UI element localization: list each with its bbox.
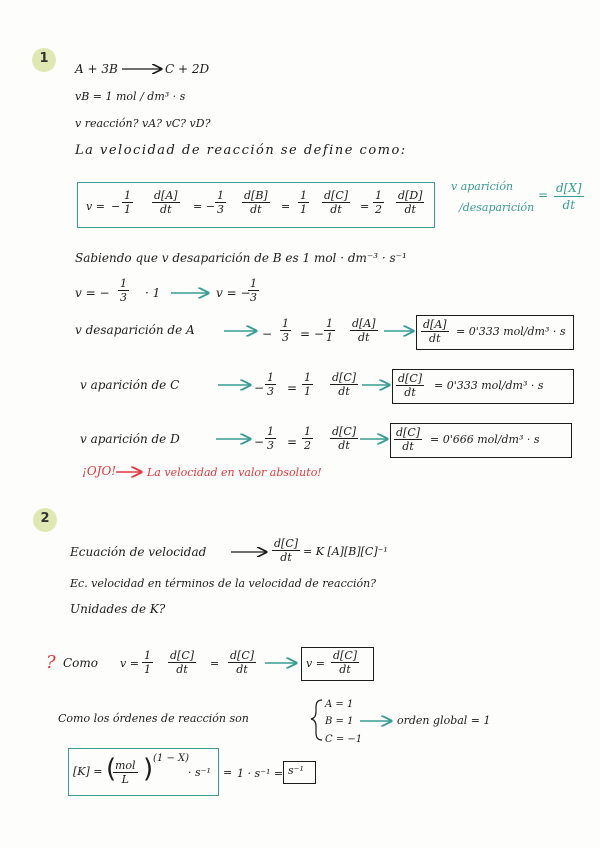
units-exponent: (1 − X) <box>153 753 190 764</box>
row-c-frac-3 <box>330 371 358 398</box>
side-note-bottom: /desaparición <box>459 201 535 214</box>
rate-equation-num: d[C] <box>274 537 299 550</box>
como-dn: d[C] <box>170 649 195 662</box>
warning-text: La velocidad en valor absoluto! <box>147 466 322 479</box>
v-result-den: 3 <box>250 291 257 304</box>
problem-1-badge <box>32 48 56 72</box>
coef-a-den: 1 <box>124 203 131 216</box>
rate-equation-den: dt <box>280 551 292 564</box>
deriv-frac-c <box>322 189 350 216</box>
row-d-box-den: dt <box>402 440 414 453</box>
warning-ojo: ¡OJO! <box>82 464 117 478</box>
como-dd: dt <box>176 663 188 676</box>
boxed-den: dt <box>339 663 351 676</box>
row-c-d1: 3 <box>267 385 274 398</box>
row-d-box-num: d[C] <box>396 426 421 439</box>
deriv-frac-b <box>242 189 270 216</box>
orders-brace <box>311 700 322 740</box>
row-d-d2: 2 <box>304 439 311 452</box>
v-result-prefix: v = − <box>216 286 251 300</box>
coef-c-num: 1 <box>300 189 307 202</box>
row-a-n2: 1 <box>326 317 333 330</box>
questions-line: v reacción? vA? vC? vD? <box>75 117 211 130</box>
units-paren-den: L <box>121 773 129 786</box>
deriv-b-den: dt <box>250 203 262 216</box>
row-d-pre: − <box>254 435 265 449</box>
rate-equation-label: Ecuación de velocidad <box>70 545 207 559</box>
row-a-frac-1 <box>280 317 291 344</box>
boxed-frac <box>331 649 359 676</box>
row-a-pre: − <box>262 327 273 341</box>
formula-eq-1: = − <box>193 200 215 213</box>
problem-2-badge <box>33 508 57 532</box>
v-result-num: 1 <box>250 277 257 290</box>
row-c-box-frac <box>396 372 424 399</box>
row-a-box-frac <box>421 318 449 345</box>
row-c-box-val: = 0'333 mol/dm³ · s <box>434 379 544 392</box>
orders-text: Como los órdenes de reacción son <box>58 712 249 725</box>
row-c-d2: 1 <box>304 385 311 398</box>
row-c-n1: 1 <box>267 371 274 384</box>
definition-line: La velocidad de reacción se define como: <box>75 143 407 158</box>
row-c-dd: dt <box>338 385 350 398</box>
row-a-mid: = − <box>300 327 324 341</box>
deriv-c-num: d[C] <box>324 189 349 202</box>
row-d-frac-2 <box>302 425 313 452</box>
row-a-label: v desaparición de A <box>75 323 195 337</box>
side-note-frac <box>554 180 584 213</box>
formula-prefix: v = <box>86 200 105 213</box>
row-d-mid: = <box>287 435 298 449</box>
deriv-frac-d <box>396 189 424 216</box>
row-d-dd: dt <box>338 439 350 452</box>
row-a-frac-2 <box>324 317 335 344</box>
boxed-prefix: v = <box>306 657 325 670</box>
rate-equation-frac <box>272 537 300 564</box>
deriv-c-den: dt <box>330 203 342 216</box>
como-frac-1 <box>142 649 153 676</box>
row-c-frac-1 <box>265 371 276 398</box>
order-b: B = 1 <box>325 716 354 727</box>
order-c: C = −1 <box>325 734 363 745</box>
given-vb: vB = 1 mol / dm³ · s <box>75 90 186 103</box>
side-note-den: dt <box>562 198 576 212</box>
v-result-frac <box>248 277 259 304</box>
coef-b-num: 1 <box>217 189 224 202</box>
row-a-dn: d[A] <box>352 317 376 330</box>
row-a-d1: 3 <box>282 331 289 344</box>
coef-d-den: 2 <box>375 203 382 216</box>
v-line-prefix: v = − <box>75 286 110 300</box>
coef-frac-a <box>122 189 133 216</box>
coef-b-den: 3 <box>217 203 224 216</box>
como-n1: 1 <box>144 649 151 662</box>
row-c-pre: − <box>254 381 265 395</box>
coef-frac-d <box>373 189 384 216</box>
row-c-box-den: dt <box>404 386 416 399</box>
units-paren-open: ( <box>106 754 117 784</box>
units-result: s⁻¹ <box>288 764 304 777</box>
question-2: Unidades de K? <box>70 602 166 616</box>
row-c-label: v aparición de C <box>80 378 180 392</box>
coef-d-num: 1 <box>375 189 382 202</box>
knowing-line: Sabiendo que v desaparición de B es 1 mol · dm⁻³ · s⁻¹ <box>75 251 407 265</box>
row-c-mid: = <box>287 381 298 395</box>
row-c-box-num: d[C] <box>398 372 423 385</box>
side-note-num: d[X] <box>556 181 582 195</box>
row-a-n1: 1 <box>282 317 289 330</box>
deriv-b-num: d[B] <box>244 189 268 202</box>
v-line-frac <box>118 277 129 304</box>
rate-equation-rhs: = K [A][B][C]⁻¹ <box>303 545 388 558</box>
como-d2: dt <box>236 663 248 676</box>
formula-sign-1: − <box>111 200 121 213</box>
reaction-right: C + 2D <box>165 62 210 76</box>
problem-2-number: 2 <box>40 511 50 526</box>
como-eq: = <box>210 657 220 670</box>
como-n2: d[C] <box>230 649 255 662</box>
coef-a-num: 1 <box>124 189 131 202</box>
row-a-box-num: d[A] <box>423 318 447 331</box>
units-mid: 1 · s⁻¹ = <box>237 767 284 780</box>
row-d-d1: 3 <box>267 439 274 452</box>
row-a-box-val: = 0'333 mol/dm³ · s <box>456 325 566 338</box>
formula-eq-3: = <box>360 200 370 213</box>
order-a: A = 1 <box>325 699 354 710</box>
units-paren-frac <box>113 759 138 786</box>
row-d-frac-3 <box>330 425 358 452</box>
row-d-label: v aparición de D <box>80 432 180 446</box>
como-d1: 1 <box>144 663 151 676</box>
como-label: Como <box>63 656 99 670</box>
red-question-mark: ? <box>46 652 56 673</box>
reaction-left: A + 3B <box>75 62 118 76</box>
units-eq: = <box>223 766 233 779</box>
units-lhs: [K] = <box>73 765 103 778</box>
coef-frac-b <box>215 189 226 216</box>
row-a-box-den: dt <box>429 332 441 345</box>
v-line-den: 3 <box>120 291 127 304</box>
row-d-n1: 1 <box>267 425 274 438</box>
problem-1-number: 1 <box>39 51 49 66</box>
row-a-frac-3 <box>350 317 378 344</box>
row-c-frac-2 <box>302 371 313 398</box>
boxed-num: d[C] <box>333 649 358 662</box>
v-line-num: 1 <box>120 277 127 290</box>
deriv-frac-a <box>152 189 180 216</box>
como-prefix: v = <box>120 657 139 670</box>
formula-eq-2: = <box>281 200 291 213</box>
units-paren-num: mol <box>115 759 136 772</box>
deriv-d-den: dt <box>404 203 416 216</box>
como-frac-2 <box>168 649 196 676</box>
deriv-a-num: d[A] <box>154 189 178 202</box>
row-d-box-frac <box>394 426 422 453</box>
row-c-dn: d[C] <box>332 371 357 384</box>
side-note-top: v aparición <box>451 180 514 193</box>
deriv-a-den: dt <box>160 203 172 216</box>
global-order: orden global = 1 <box>397 714 491 727</box>
row-d-n2: 1 <box>304 425 311 438</box>
como-frac-3 <box>228 649 256 676</box>
coef-frac-c <box>298 189 309 216</box>
units-tail: · s⁻¹ <box>188 766 211 779</box>
side-note-eq: = <box>538 188 549 202</box>
units-paren-close: ) <box>143 754 154 784</box>
question-1: Ec. velocidad en términos de la velocidad de reacción? <box>70 577 377 590</box>
row-a-dd: dt <box>358 331 370 344</box>
deriv-d-num: d[D] <box>398 189 423 202</box>
row-d-box-val: = 0'666 mol/dm³ · s <box>430 433 540 446</box>
row-d-dn: d[C] <box>332 425 357 438</box>
row-a-d2: 1 <box>326 331 333 344</box>
v-line-tail: · 1 <box>145 286 161 300</box>
row-c-n2: 1 <box>304 371 311 384</box>
row-d-frac-1 <box>265 425 276 452</box>
coef-c-den: 1 <box>300 203 307 216</box>
